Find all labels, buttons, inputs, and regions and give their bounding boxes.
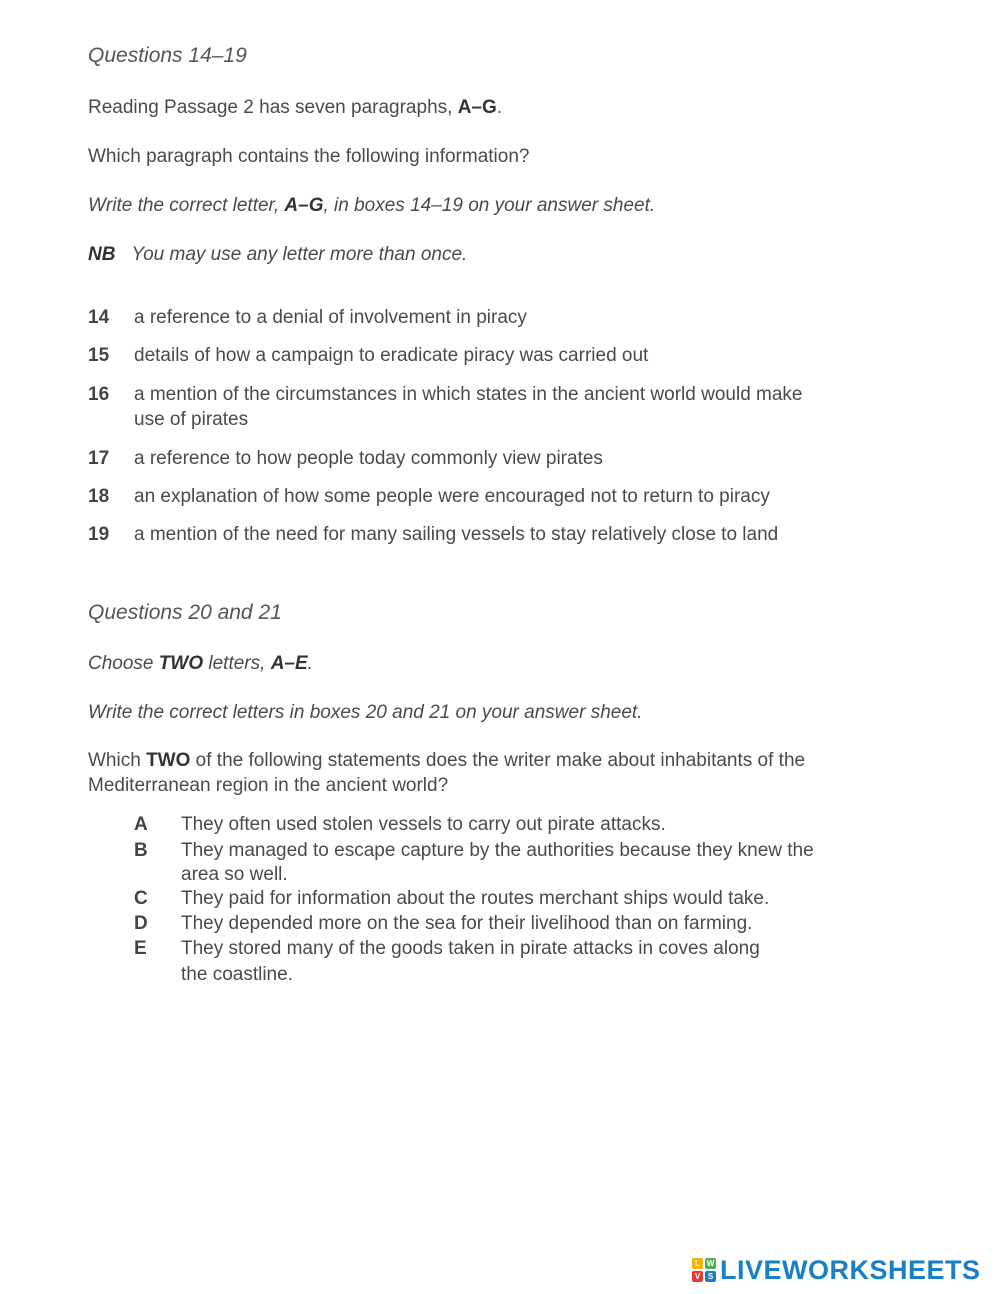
question-text-continued: use of pirates	[134, 409, 249, 430]
section2-instruction: Write the correct letters in boxes 20 and 21 on your answer sheet.	[88, 702, 643, 723]
intro-range: A–G	[457, 97, 497, 118]
logo-text: LIVEWORKSHEETS	[720, 1254, 981, 1285]
question-number: 19	[88, 524, 110, 545]
section1-which: Which paragraph contains the following information?	[88, 146, 530, 167]
nb-text: You may use any letter more than once.	[131, 244, 468, 265]
question-text: an explanation of how some people were encouraged not to return to piracy	[134, 486, 770, 507]
question-text: a mention of the circumstances in which states in the ancient world would make	[134, 384, 803, 405]
question-text: a mention of the need for many sailing vessels to stay relatively close to land	[134, 524, 779, 545]
option-text: They stored many of the goods taken in pirate attacks in coves along	[181, 938, 760, 959]
choose-text-mid: letters,	[203, 653, 271, 674]
instr-text: Write the correct letter,	[88, 195, 285, 216]
option-letter: C	[134, 888, 148, 909]
logo-square: W	[706, 1259, 715, 1268]
option-letter: E	[134, 938, 147, 959]
section2-choose	[88, 652, 313, 676]
option-text-continued: area so well.	[181, 864, 288, 885]
question-number: 14	[88, 307, 110, 328]
option-letter: D	[134, 913, 148, 934]
question-number: 17	[88, 448, 110, 469]
instr-range: A–G	[284, 195, 324, 216]
option-text: They often used stolen vessels to carry out pirate attacks.	[181, 814, 666, 835]
choose-count: TWO	[158, 653, 204, 674]
section2-heading: Questions 20 and 21	[88, 601, 282, 624]
question-number: 18	[88, 486, 110, 507]
section1-heading: Questions 14–19	[88, 44, 247, 67]
option-text: They managed to escape capture by the authorities because they knew the	[181, 840, 814, 861]
option-letter: B	[134, 840, 148, 861]
stem-text-end: of the following statements does the writer make about inhabitants of the	[190, 750, 806, 771]
question-text: details of how a campaign to eradicate piracy was carried out	[134, 345, 649, 366]
choose-range: A–E	[270, 653, 308, 674]
logo-square: L	[692, 1258, 703, 1269]
section2-stem	[88, 749, 805, 773]
section1-nb	[88, 243, 467, 267]
stem-count: TWO	[146, 750, 191, 771]
option-letter: A	[134, 814, 148, 835]
choose-text: Choose	[88, 653, 159, 674]
liveworksheets-logo	[692, 1254, 981, 1286]
intro-period: .	[496, 97, 503, 118]
question-text: a reference to how people today commonly view pirates	[134, 448, 603, 469]
question-text: a reference to a denial of involvement in piracy	[134, 307, 527, 328]
choose-period: .	[307, 653, 313, 674]
stem-text: Which	[88, 750, 147, 771]
question-number: 16	[88, 384, 110, 405]
intro-text: Reading Passage 2 has seven paragraphs,	[88, 97, 458, 118]
section1-instruction	[88, 194, 655, 218]
option-text: They paid for information about the routes merchant ships would take.	[181, 888, 770, 909]
nb-label: NB	[88, 244, 116, 265]
option-text: They depended more on the sea for their livelihood than on farming.	[181, 913, 753, 934]
question-number: 15	[88, 345, 110, 366]
logo-square: V	[692, 1271, 703, 1282]
section1-intro	[88, 96, 502, 120]
section2-stem-line2: Mediterranean region in the ancient world?	[88, 775, 449, 796]
logo-square: S	[705, 1271, 716, 1282]
logo-mark-icon	[692, 1258, 716, 1282]
option-text-continued: the coastline.	[181, 964, 293, 985]
instr-text-end: , in boxes 14–19 on your answer sheet.	[323, 195, 656, 216]
